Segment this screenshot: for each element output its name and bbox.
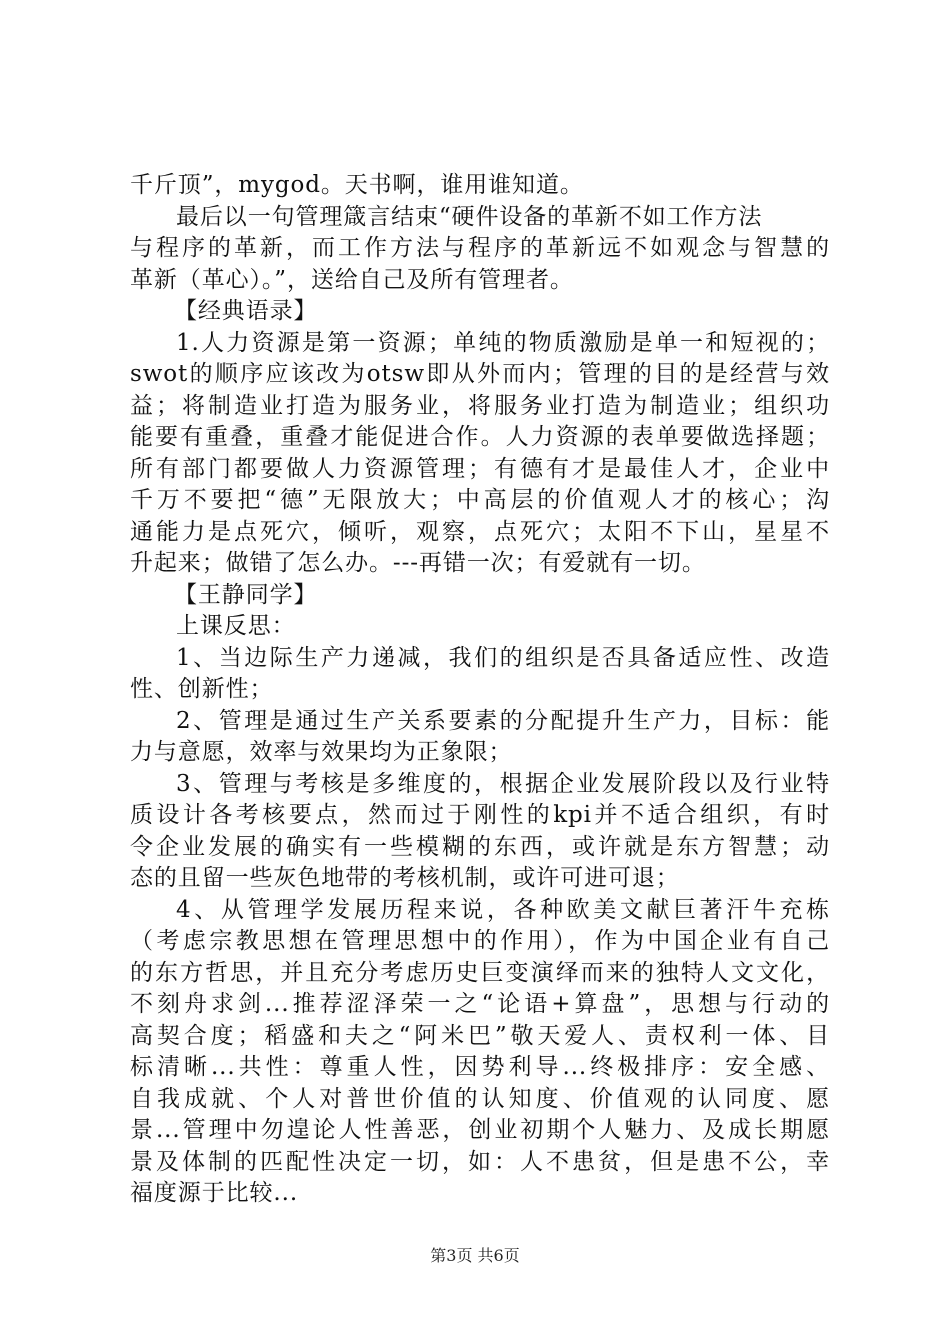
text-line: 自我成就、个人对普世价值的认知度、价值观的认同度、愿 [130, 1085, 830, 1112]
text-line: 革新（革心）。”，送给自己及所有管理者。 [130, 266, 574, 293]
text-line: 景及体制的匹配性决定一切，如：人不患贫，但是患不公，幸 [130, 1148, 830, 1175]
text-line: 所有部门都要做人力资源管理；有德有才是最佳人才，企业中 [130, 455, 830, 482]
text-line: 性、创新性； [130, 676, 274, 702]
text-line: 质设计各考核要点，然而过于刚性的kpi并不适合组织，有时 [130, 802, 830, 828]
text-line: 益；将制造业打造为服务业，将服务业打造为制造业；组织功 [130, 392, 830, 419]
text-line: 升起来；做错了怎么办。---再错一次；有爱就有一切。 [130, 550, 706, 576]
text-line: 标清晰...共性：尊重人性，因势利导...终极排序：安全感、 [130, 1054, 830, 1080]
text-line: 态的且留一些灰色地带的考核机制，或许可进可退； [130, 865, 680, 891]
text-line: 最后以一句管理箴言结束“硬件设备的革新不如工作方法 [176, 203, 763, 230]
text-line: 1.人力资源是第一资源；单纯的物质激励是单一和短视的； [176, 329, 830, 356]
text-line: 景...管理中勿遑论人性善恶，创业初期个人魅力、及成长期愿 [130, 1117, 830, 1143]
text-line: 3、管理与考核是多维度的，根据企业发展阶段以及行业特 [176, 770, 830, 797]
text-line: 与程序的革新，而工作方法与程序的革新远不如观念与智慧的 [130, 235, 830, 261]
text-line: 千斤顶”，mygod。天书啊，谁用谁知道。 [130, 172, 584, 198]
section-heading: 【经典语录】 [174, 298, 318, 324]
text-line: 不刻舟求剑...推荐涩泽荣一之“论语+算盘”，思想与行动的 [130, 991, 830, 1017]
text-line: 力与意愿，效率与效果均为正象限； [130, 739, 513, 765]
text-line: 上课反思： [176, 613, 296, 639]
page-footer: 第3页 共6页 [430, 1246, 520, 1265]
text-line: （考虑宗教思想在管理思想中的作用），作为中国企业有自己 [130, 928, 830, 954]
text-line: 4、从管理学发展历程来说，各种欧美文献巨著汗牛充栋 [176, 896, 830, 923]
text-line: swot的顺序应该改为otsw即从外而内；管理的目的是经营与效 [130, 361, 830, 387]
section-heading: 【王静同学】 [174, 581, 318, 608]
text-line: 令企业发展的确实有一些模糊的东西，或许就是东方智慧；动 [130, 833, 830, 860]
text-line: 通能力是点死穴，倾听，观察，点死穴；太阳不下山，星星不 [130, 518, 830, 545]
text-line: 2、管理是通过生产关系要素的分配提升生产力，目标：能 [176, 707, 830, 734]
text-line: 高契合度；稻盛和夫之“阿米巴”敬天爱人、责权利一体、目 [130, 1022, 830, 1049]
text-line: 1、当边际生产力递减，我们的组织是否具备适应性、改造 [176, 644, 830, 671]
text-line: 福度源于比较... [130, 1180, 299, 1206]
document-body [130, 170, 830, 1210]
text-line: 能要有重叠，重叠才能促进合作。人力资源的表单要做选择题； [130, 424, 830, 450]
text-line: 的东方哲思，并且充分考虑历史巨变演绎而来的独特人文文化， [130, 959, 830, 986]
text-line: 千万不要把“德”无限放大；中高层的价值观人才的核心；沟 [130, 487, 830, 513]
